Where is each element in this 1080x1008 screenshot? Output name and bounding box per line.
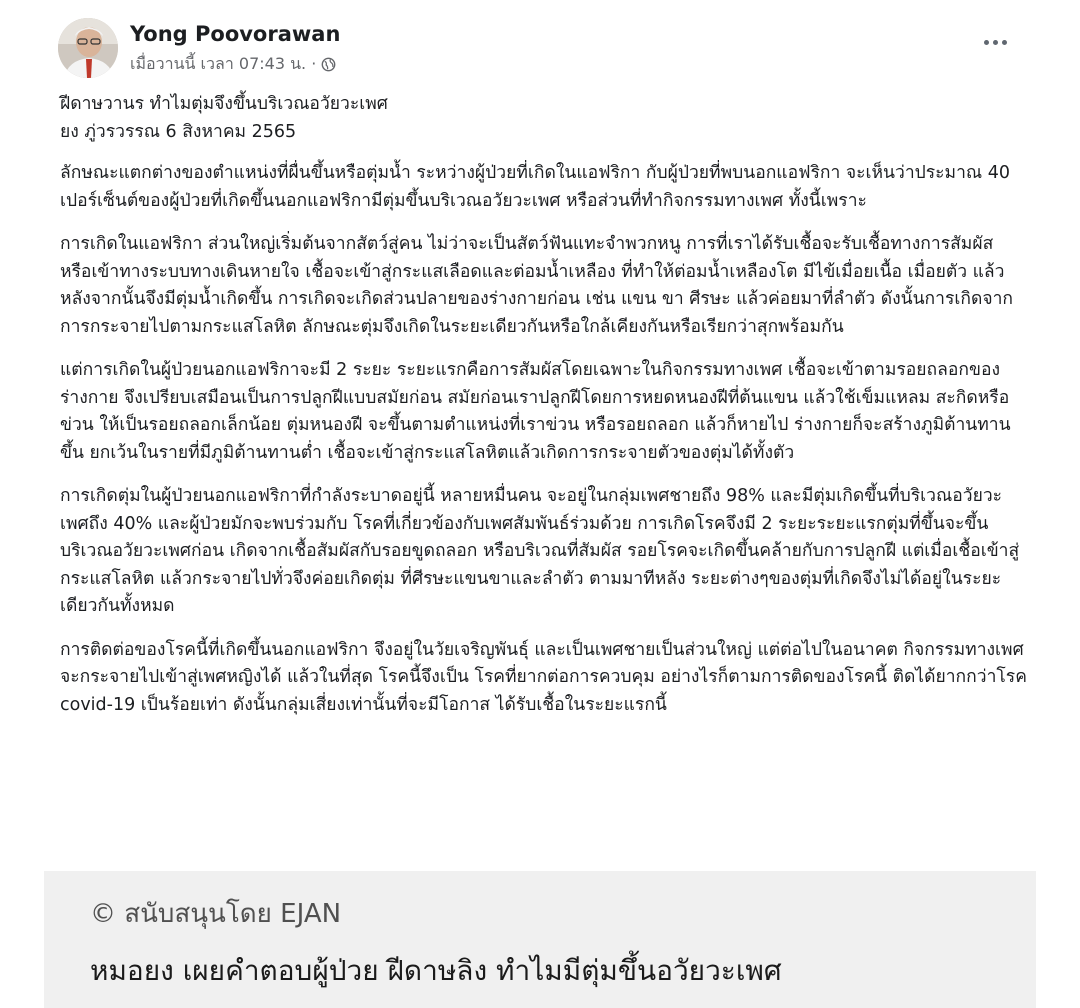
post-meta — [130, 52, 336, 77]
post-title-block — [60, 91, 1030, 146]
post-byline: ยง ภู่วรวรรณ 6 สิงหาคม 2565 — [60, 121, 297, 142]
credit-text: © สนับสนุนโดย EJAN — [90, 899, 342, 929]
paragraph-4: การเกิดตุ่มในผู้ป่วยนอกแอฟริกาที่กำลังระบาดอยู่นี้ หลายหมื่นคน จะอยู่ในกลุ่มเพศชายถึง 98% และมีตุ่มเกิดขึ้นที่บริเวณอวัยวะเพศถึง 40% และผู้ป่วยมักจะพบร่วมกับ โรคที่เกี่ยวข้องกับเพศสัมพันธ์ร่วมด้วย การเกิดโรคจึงมี 2 ระยะระยะแรกตุ่มที่ขึ้นจะขึ้นบริเวณอวัยวะเพศก่อน เกิดจากเชื้อสัมผัสกับรอยขูดถลอก หรือบริเวณที่สัมผัส รอยโรคจะเกิดขึ้นคล้ายกับการปลูกฝี แต่เมื่อเชื้อเข้าสู่กระแสโลหิต แล้วกระจายไปทั่วจึงค่อยเกิดตุ่ม ที่ศีรษะแขนขาและลำตัว ตามมาทีหลัง ระยะต่างๆของตุ่มที่เกิดจึงไม่ได้อยู่ในระยะเดียวกันทั้งหมด — [60, 486, 1020, 616]
more-options-icon[interactable] — [980, 32, 1010, 52]
image-caption — [44, 871, 1036, 1008]
paragraph-1: ลักษณะแตกต่างของตำแหน่งที่ผื่นขึ้นหรือตุ่มน้ำ ระหว่างผู้ป่วยที่เกิดในแอฟริกา กับผู้ป่วยที่พบนอกแอฟริกา จะเห็นว่าประมาณ 40 เปอร์เซ็นต์ของผู้ป่วยที่เกิดขึ้นนอกแอฟริกามีตุ่มขึ้นบริเวณอวัยวะเพศ หรือส่วนที่ทำกิจกรรมทางเพศ ทั้งนี้เพราะ — [60, 163, 1010, 211]
post-header — [58, 18, 1038, 78]
post-timestamp[interactable]: เมื่อวานนี้ เวลา 07:43 น. · — [130, 54, 317, 73]
post-body — [60, 91, 1030, 735]
caption-title: หมอยง เผยคำตอบผู้ป่วย ฝีดาษลิง ทำไมมีตุ่มขึ้นอวัยวะเพศ — [90, 954, 782, 987]
paragraph-3: แต่การเกิดในผู้ป่วยนอกแอฟริกาจะมี 2 ระยะ ระยะแรกคือการสัมผัสโดยเฉพาะในกิจกรรมทางเพศ เชื้อจะเข้าตามรอยถลอกของร่างกาย จึงเปรียบเสมือนเป็นการปลูกฝีแบบสมัยก่อน สมัยก่อนเราปลูกฝีโดยการหยดหนองฝีที่ต้นแขน แล้วใช้เข็มแหลม สะกิดหรือข่วน ให้เป็นรอยถลอกเล็กน้อย ตุ่มหนองฝี จะขึ้นตามตำแหน่งที่เราข่วน หรือรอยถลอก แล้วก็หายไป ร่างกายก็จะสร้างภูมิต้านทานขึ้น ยกเว้นในรายที่มีภูมิต้านทานต่ำ เชื้อจะเข้าสู่กระแสโลหิตแล้วเกิดการกระจายตัวของตุ่มได้ทั้งตัว — [60, 360, 1011, 463]
avatar-image — [58, 18, 118, 78]
globe-icon[interactable] — [321, 57, 336, 72]
paragraph-5: การติดต่อของโรคนี้ที่เกิดขึ้นนอกแอฟริกา จึงอยู่ในวัยเจริญพันธุ์ และเป็นเพศชายเป็นส่วนใหญ่ แต่ต่อไปในอนาคต กิจกรรมทางเพศ จะกระจายไปเข้าสู่เพศหญิงได้ แล้วในที่สุด โรคนี้จึงเป็น โรคที่ยากต่อการควบคุม อย่างไรก็ตามการติดของโรคนี้ ติดได้ยากกว่าโรค covid-19 เป็นร้อยเท่า ดังนั้นกลุ่มเสี่ยงเท่านั้นที่จะมีโอกาส ได้รับเชื้อในระยะแรกนี้ — [60, 639, 1027, 715]
author-name[interactable]: Yong Poovorawan — [130, 22, 341, 46]
post-title: ฝีดาษวานร ทำไมตุ่มจึงขึ้นบริเวณอวัยวะเพศ — [60, 94, 388, 114]
paragraph-2: การเกิดในแอฟริกา ส่วนใหญ่เริ่มต้นจากสัตว์สู่คน ไม่ว่าจะเป็นสัตว์ฟันแทะจำพวกหนู การที่เราได้รับเชื้อจะรับเชื้อทางการสัมผัส หรือเข้าทางระบบทางเดินหายใจ เชื้อจะเข้าสู่กระแสเลือดและต่อมน้ำเหลือง ที่ทำให้ต่อมน้ำเหลืองโต มีไข้เมื่อยเนื้อ เมื่อยตัว แล้วหลังจากนั้นจึงมีตุ่มน้ำเกิดขึ้น การเกิดจะเกิดส่วนปลายของร่างกายก่อน เช่น แขน ขา ศีรษะ แล้วค่อยมาที่ลำตัว ดังนั้นการเกิดจากการกระจายไปตามกระแสโลหิต ลักษณะตุ่มจึงเกิดในระยะเดียวกันหรือใกล้เคียงกันหรือเรียกว่าสุกพร้อมกัน — [60, 234, 1013, 337]
author-avatar[interactable] — [58, 18, 118, 78]
